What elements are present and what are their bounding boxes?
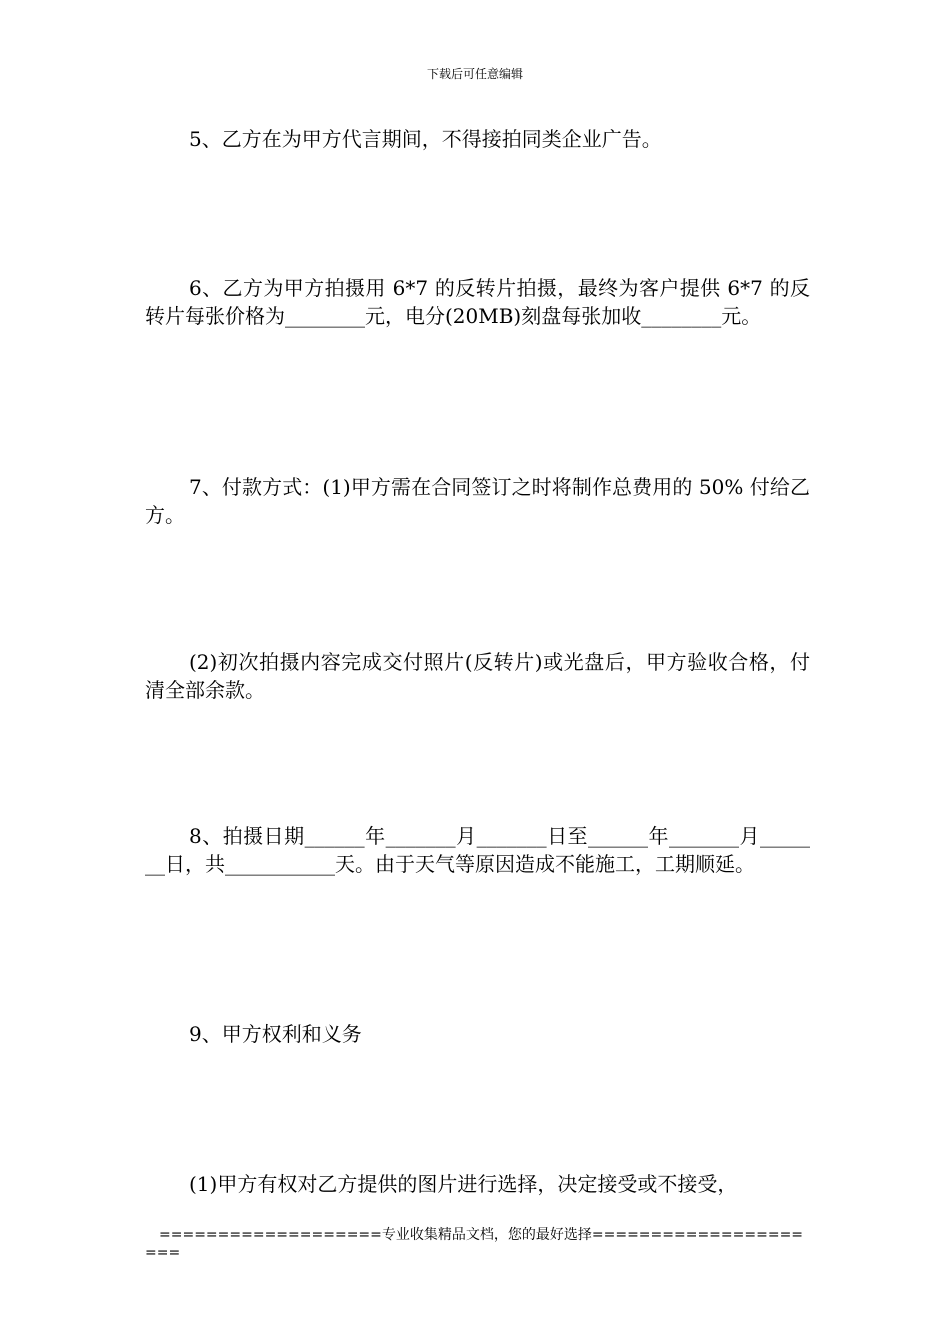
clause-5: 5、乙方在为甲方代言期间，不得接拍同类企业广告。: [189, 127, 662, 151]
clause-8-shooting-date: 8、拍摄日期______年_______月_______日至______年_______月_______日，共___________天。由于天气等原因造成不能施工，工期顺延。: [145, 824, 810, 876]
page-header-note: 下载后可任意编辑: [426, 67, 523, 81]
clause-7-payment: 7、付款方式：(1)甲方需在合同签订之时将制作总费用的 50% 付给乙方。: [145, 475, 810, 527]
clause-6: 6、乙方为甲方拍摄用 6*7 的反转片拍摄，最终为客户提供 6*7 的反转片每张价格为________元，电分(20MB)刻盘每张加收________元。: [145, 276, 810, 328]
clause-9-heading: 9、甲方权利和义务: [189, 1022, 362, 1046]
clause-9-item-1: (1)甲方有权对乙方提供的图片进行选择，决定接受或不接受，: [189, 1172, 738, 1196]
clause-7-payment-2: (2)初次拍摄内容完成交付照片(反转片)或光盘后，甲方验收合格，付清全部余款。: [145, 650, 810, 702]
page-footer-note: ===================专业收集精品文档，您的最好选择=====================: [145, 1227, 804, 1261]
